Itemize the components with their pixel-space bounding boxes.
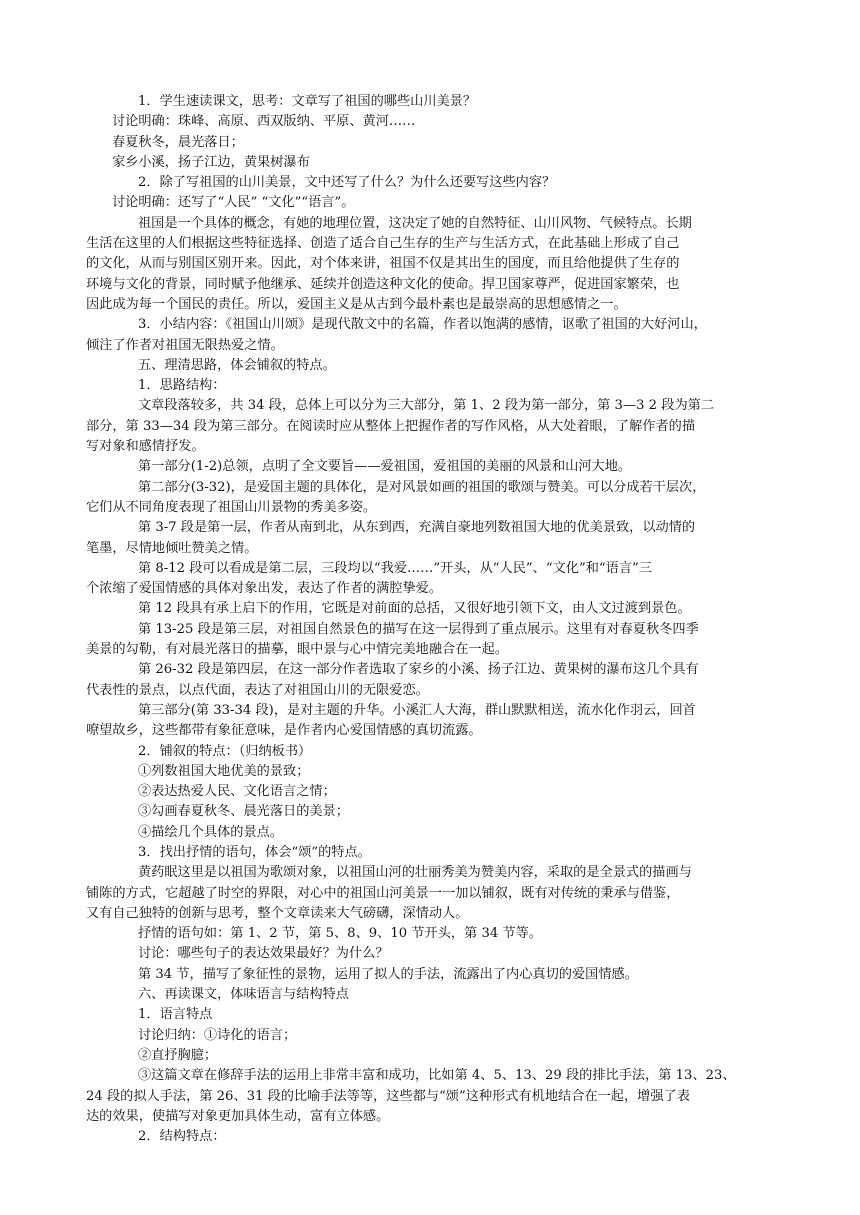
- list-item: ④描绘几个具体的景点。: [138, 824, 284, 840]
- text-line: 讨论明确：还写了“人民” “文化”“语言”。: [112, 195, 355, 211]
- text-line: 2．结构特点：: [138, 1129, 226, 1145]
- text-line: 第一部分(1-2)总领，点明了全文要旨——爱祖国，爱祖国的美丽的风景和山河大地。: [138, 459, 632, 475]
- text-line: 2．除了写祖国的山川美景，文中还写了什么？为什么还要写这些内容？: [138, 175, 556, 191]
- text-line: ③这篇文章在修辞手法的运用上非常丰富和成功，比如第 4、5、13、29 段的排比手法，第 13、23、: [138, 1068, 736, 1084]
- text-line: 美景的勾勒，有对晨光落日的描摹，眼中景与心中情完美地融合在一起。: [86, 642, 508, 658]
- text-line: 1．思路结构：: [138, 378, 226, 394]
- list-item: ①列数祖国大地优美的景致；: [138, 763, 310, 779]
- text-line: 生活在这里的人们根据这些特征选择、创造了适合自己生存的生产与生活方式，在此基础上形成了自己: [86, 236, 680, 252]
- text-line: 又有自己独特的创新与思考，整个文章读来大气磅礴，深情动人。: [86, 905, 469, 921]
- text-line: 讨论：哪些句子的表达效果最好？为什么？: [138, 946, 389, 962]
- text-line: 因此成为每一个国民的责任。所以，爱国主义是从古到今最朴素也是最崇高的思想感情之一。: [86, 296, 627, 312]
- text-line: 它们从不同角度表现了祖国山川景物的秀美多姿。: [86, 499, 377, 515]
- text-line: 1．学生速读课文，思考：文章写了祖国的哪些山川美景？: [138, 94, 477, 109]
- text-line: 家乡小溪，扬子江边，黄果树瀑布: [112, 154, 310, 170]
- text-line: 讨论明确：珠峰、高原、西双版纳、平原、黄河……: [112, 114, 416, 130]
- text-line: 的文化，从而与别国区别开来。因此，对个体来讲，祖国不仅是其出生的国度，而且给他提供了生存的: [86, 256, 680, 272]
- text-line: 24 段的拟人手法，第 26、31 段的比喻手法等等，这些都与“颂”这种形式有机地结合在一起，增强了表: [86, 1088, 690, 1104]
- text-line: 第 34 节，描写了象征性的景物，运用了拟人的手法，流露出了内心真切的爱国情感。: [138, 966, 638, 982]
- text-line: 部分，第 33—34 段为第三部分。在阅读时应从整体上把握作者的写作风格，从大处着眼，了解作者的描: [86, 418, 696, 434]
- text-line: 嘹望故乡，这些都带有象征意味，是作者内心爱国情感的真切流露。: [86, 723, 482, 739]
- text-line: 第 8-12 段可以看成是第二层，三段均以“我爱……”开头，从“人民”、“文化”和“语言”三: [138, 560, 652, 576]
- text-line: 1．语言特点: [138, 1007, 213, 1023]
- document-page: [86, 92, 752, 1147]
- text-line: 文章段落较多，共 34 段，总体上可以分为三大部分，第 1、2 段为第一部分，第 3—3 2 段为第二: [138, 398, 715, 414]
- text-line: 2．铺叙的特点：（归纳板书）: [138, 743, 312, 759]
- section-heading: 五、理清思路，体会铺叙的特点。: [138, 357, 336, 373]
- section-heading: 六、再读课文，体味语言与结构特点: [138, 987, 349, 1003]
- text-line: 抒情的语句如：第 1、2 节，第 5、8、9、10 节开头，第 34 节等。: [138, 926, 542, 942]
- text-line: 倾注了作者对祖国无限热爱之情。: [86, 337, 284, 353]
- text-line: 第 12 段具有承上启下的作用，它既是对前面的总括，又很好地引领下文，由人文过渡到景色。: [138, 601, 691, 617]
- text-line: 第 13-25 段是第三层，对祖国自然景色的描写在这一层得到了重点展示。这里有对春夏秋冬四季: [138, 621, 699, 637]
- text-line: 祖国是一个具体的概念，有她的地理位置，这决定了她的自然特征、山川风物、气候特点。长期: [138, 215, 692, 231]
- text-line: 3．小结内容：《祖国山川颂》是现代散文中的名篇，作者以饱满的感情，讴歌了祖国的大好河山，: [138, 317, 707, 333]
- text-line: 第二部分(3-32)，是爱国主题的具体化，是对风景如画的祖国的歌颂与赞美。可以分成若干层次，: [138, 479, 706, 495]
- text-line: 铺陈的方式，它超越了时空的界限，对心中的祖国山河美景一一加以铺叙，既有对传统的秉承与借鉴，: [86, 885, 680, 901]
- text-line: 黄药眠这里是以祖国为歌颂对象，以祖国山河的壮丽秀美为赞美内容，采取的是全景式的描画与: [138, 865, 692, 881]
- text-line: 3．找出抒情的语句，体会“颂”的特点。: [138, 844, 371, 860]
- text-line: 第三部分(第 33-34 段)，是对主题的升华。小溪汇人大海，群山默默相送，流水化作羽云，回首: [138, 702, 696, 718]
- text-line: 个浓缩了爱国情感的具体对象出发，表达了作者的满腔挚爱。: [86, 581, 443, 597]
- text-line: 达的效果，使描写对象更加具体生动，富有立体感。: [86, 1108, 390, 1124]
- text-line: 讨论归纳：①诗化的语言；: [138, 1027, 297, 1043]
- text-line: 环境与文化的背景，同时赋予他继承、延续并创造这种文化的使命。捍卫国家尊严，促进国家繁荣，也: [86, 276, 680, 292]
- list-item: ②表达热爱人民、文化语言之情；: [138, 784, 336, 800]
- text-line: 第 3-7 段是第一层，作者从南到北，从东到西，充满自豪地列数祖国大地的优美景致，以动情的: [138, 520, 696, 536]
- text-line: 写对象和感情抒发。: [86, 439, 205, 455]
- text-line: 代表性的景点，以点代面，表达了对祖国山川的无限爱恋。: [86, 682, 429, 698]
- list-item: ③勾画春夏秋冬、晨光落日的美景；: [138, 804, 349, 820]
- text-line: ②直抒胸臆；: [138, 1047, 218, 1063]
- text-line: 春夏秋冬，晨光落日；: [112, 134, 244, 150]
- text-line: 第 26-32 段是第四层，在这一部分作者选取了家乡的小溪、扬子江边、黄果树的瀑布这几个具有: [138, 662, 699, 678]
- text-line: 笔墨，尽情地倾吐赞美之情。: [86, 540, 258, 556]
